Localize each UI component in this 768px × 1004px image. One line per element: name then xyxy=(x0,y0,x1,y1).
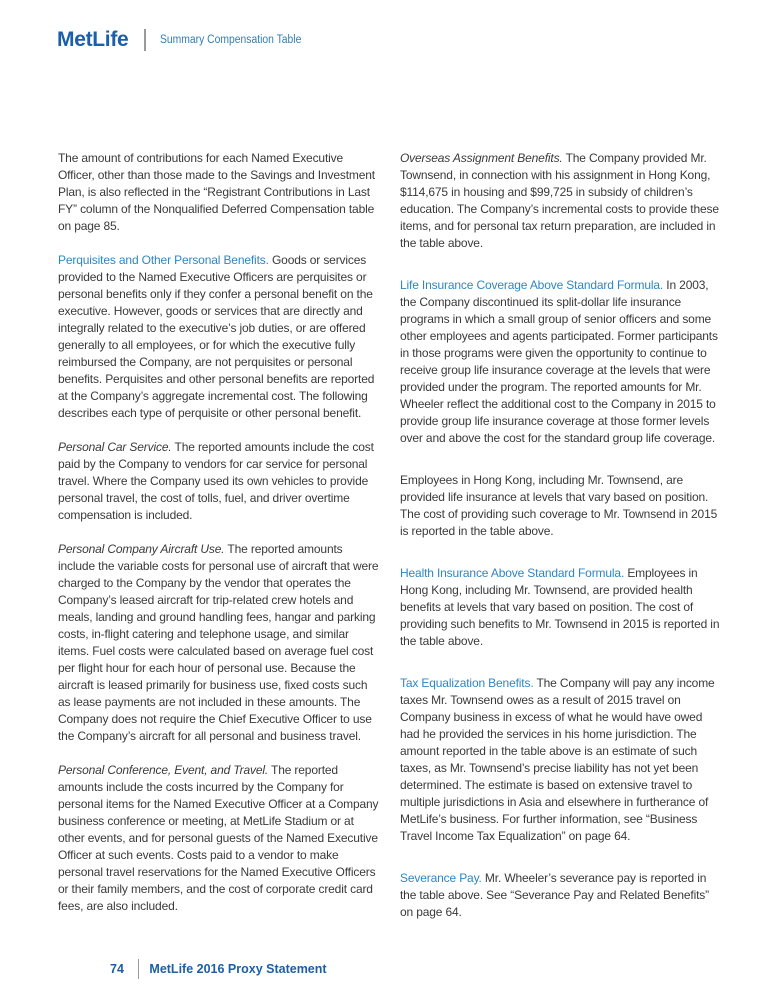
paragraph-conference-travel xyxy=(58,762,380,915)
paragraph-heading: Life Insurance Coverage Above Standard Formula. xyxy=(400,278,664,292)
metlife-logo: MetLife xyxy=(57,28,129,51)
paragraph-heading: Tax Equalization Benefits. xyxy=(400,676,534,690)
paragraph-body: The Company will pay any income taxes Mr. Townsend owes as a result of 2015 travel on Company business in excess of what he would have owed had he provided the services in his home jurisdiction. The amount reported in the table above is an estimate of such taxes, as Mr. Townsend’s precise liability has not yet been determined. The estimate is based on extensive travel to multiple jurisdictions in Asia and elsewhere in furtherance of MetLife’s business. For further information, see “Business Travel Income Tax Equalization” on page 64. xyxy=(400,676,715,843)
paragraph-body: The Company provided Mr. Townsend, in connection with his assignment in Hong Kong, $114,675 in housing and $99,725 in subsidy of children’s education. The Company’s incremental costs to provide these items, and for personal tax return preparation, are included in the table above. xyxy=(400,151,719,250)
left-column xyxy=(58,150,380,915)
footer-divider xyxy=(138,959,140,979)
paragraph-body: The reported amounts include the cost paid by the Company to vendors for car service for personal travel. Where the Company used its own vehicles to provide personal travel, the cost of tolls, fuel, and driver overtime compensation is included. xyxy=(58,440,374,522)
paragraph-heading: Severance Pay. xyxy=(400,871,482,885)
page-footer xyxy=(110,958,327,980)
header-divider xyxy=(144,29,146,51)
paragraph-heading: Personal Car Service. xyxy=(58,440,172,454)
paragraph-life-insurance xyxy=(400,277,722,447)
page-header xyxy=(57,27,317,53)
paragraph-severance-pay xyxy=(400,870,722,921)
right-column xyxy=(400,150,722,921)
paragraph-body: Goods or services provided to the Named Executive Officers are perquisites or personal benefits only if they confer a personal benefit on the executive. However, goods or services that are directly and integrally related to the executive’s job duties, or are offered generally to all employees, or for which the executive fully reimbursed the Company, are not perquisites or personal benefits. Perquisites and other personal benefits are reported at the Company’s aggregate incremental cost. The following describes each type of perquisite or other personal benefit. xyxy=(58,253,375,420)
paragraph-car-service xyxy=(58,439,380,524)
paragraph-heading: Personal Conference, Event, and Travel. xyxy=(58,763,269,777)
paragraph-body: In 2003, the Company discontinued its split-dollar life insurance programs in which a small group of senior officers and some other employees and agents participated. Former participants in those programs were given the opportunity to continue to receive group life insurance coverage at the levels that were provided under the program. The reported amounts for Mr. Wheeler reflect the additional cost to the Company in 2015 to provide group life insurance coverage at those former levels over and above the cost for the standard group life coverage. xyxy=(400,278,718,445)
page-number: 74 xyxy=(110,962,124,976)
paragraph-heading: Perquisites and Other Personal Benefits. xyxy=(58,253,269,267)
paragraph-body: The amount of contributions for each Named Executive Officer, other than those made to the Savings and Investment Plan, is also reflected in the “Registrant Contributions in Last FY” column of the Nonqualified Deferred Compensation table on page 85. xyxy=(58,151,375,233)
paragraph-tax-equalization xyxy=(400,675,722,845)
paragraph-body: Mr. Wheeler’s severance pay is reported in the table above. See “Severance Pay and Related Benefits” on page 64. xyxy=(400,871,709,919)
paragraph-contributions xyxy=(58,150,380,235)
document-title: MetLife 2016 Proxy Statement xyxy=(149,962,327,976)
paragraph-hong-kong-life-insurance xyxy=(400,472,722,540)
paragraph-body: The reported amounts include the variable costs for personal use of aircraft that were charged to the Company by the vendor that operates the Company’s leased aircraft for trip-related crew hotels and meals, landing and ground handling fees, hangar and parking costs, in-flight catering and telephone usage, and similar items. Fuel costs were calculated based on average fuel cost per flight hour for each hour of personal use. Because the aircraft is leased primarily for business use, fixed costs such as lease payments are not included in these amounts. The Company does not require the Chief Executive Officer to use the Company’s aircraft for all personal and business travel. xyxy=(58,542,379,743)
paragraph-perquisites xyxy=(58,252,380,422)
paragraph-body: The reported amounts include the costs incurred by the Company for personal items for the Named Executive Officer at a Company business conference or meeting, at MetLife Stadium or at other events, and for personal guests of the Named Executive Officer at such events. Costs paid to a vendor to make personal travel reservations for the Named Executive Officers or their family members, and the cost of corporate credit card fees, are also included. xyxy=(58,763,379,913)
section-title: Summary Compensation Table xyxy=(159,34,302,46)
paragraph-heading: Personal Company Aircraft Use. xyxy=(58,542,225,556)
paragraph-body: Employees in Hong Kong, including Mr. Townsend, are provided life insurance at levels that vary based on position. The cost of providing such coverage to Mr. Townsend in 2015 is reported in the table above. xyxy=(400,473,718,538)
paragraph-body: Employees in Hong Kong, including Mr. Townsend, are provided health benefits at levels that vary based on position. The cost of providing such benefits to Mr. Townsend in 2015 is reported in the table above. xyxy=(400,566,720,648)
paragraph-overseas-assignment xyxy=(400,150,722,252)
paragraph-aircraft-use xyxy=(58,541,380,745)
paragraph-heading: Overseas Assignment Benefits. xyxy=(400,151,563,165)
paragraph-health-insurance xyxy=(400,565,722,650)
paragraph-heading: Health Insurance Above Standard Formula. xyxy=(400,566,625,580)
